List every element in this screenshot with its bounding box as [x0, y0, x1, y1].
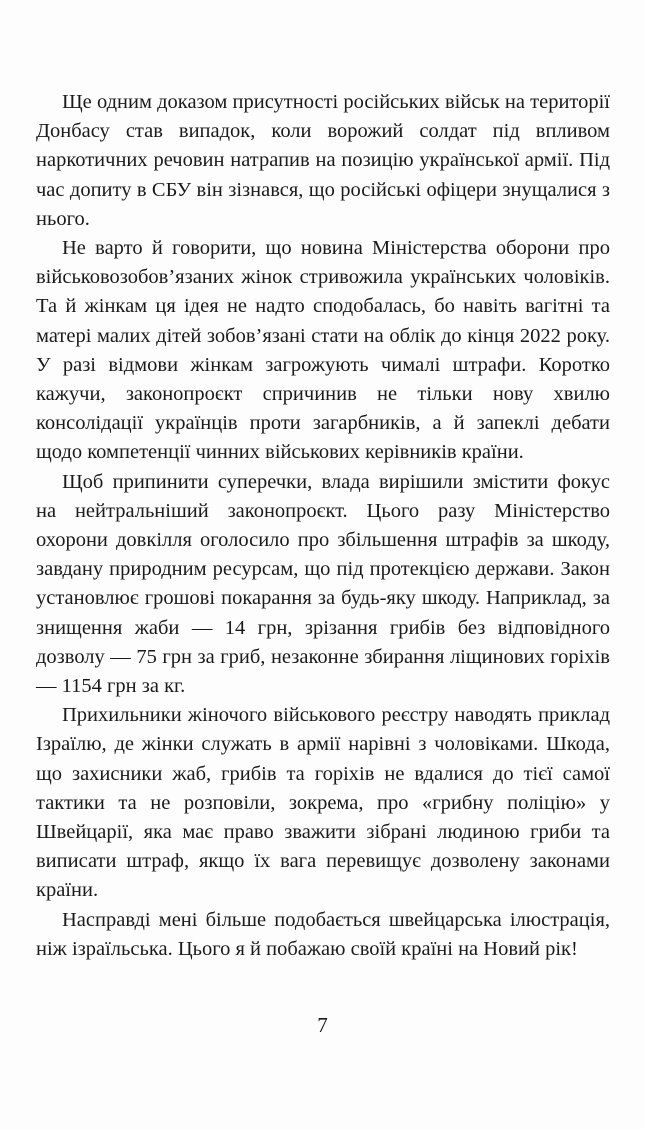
body-text — [36, 88, 610, 964]
page-number: 7 — [317, 1013, 328, 1037]
paragraph-5: Насправді мені більше подобається швейцарська ілюстрація, ніж ізраїльська. Цього я й побажаю своїй країні на Новий рік! — [36, 908, 610, 960]
paragraph-4: Прихильники жіночого військового реєстру наводять приклад Ізраїлю, де жінки служать в армії нарівні з чоловіками. Шкода, що захисники жаб, грибів та горіхів не вдалися до тієї самої тактики та не розповіли, зокрема, про «грибну поліцію» у Швейцарії, яка має право зважити зібрані людиною гриби та виписати штраф, якщо їх вага перевищує дозволену законами країни. — [36, 704, 610, 902]
paragraph-3: Щоб припинити суперечки, влада вирішили змістити фокус на нейтральніший законопроєкт. Цього разу Міністерство охорони довкілля оголосило про збільшення штрафів за шкоду, завдану природним ресурсам, що під протекцією держави. Закон установлює грошові покарання за будь-яку шкоду. Наприклад, за знищення жаби — 14 грн, зрізання грибів без відповідного дозволу — 75 грн за гриб, незаконне збирання ліщинових горіхів — 1154 грн за кг. — [36, 470, 610, 698]
paragraph-2: Не варто й говорити, що новина Міністерства оборони про військовозобов’язаних жінок стривожила українських чоловіків. Та й жінкам ця ідея не надто сподобалась, бо навіть вагітні та матері малих дітей зобов’язані стати на облік до кінця 2022 року. У разі відмови жінкам загрожують чималі штрафи. Коротко кажучи, законопроєкт спричинив не тільки нову хвилю консолідації українців проти загарбників, а й запеклі дебати щодо компетенції чинних військових керівників країни. — [36, 237, 610, 464]
paragraph-1: Ще одним доказом присутності російських військ на території Донбасу став випадок, коли ворожий солдат під впливом наркотичних речовин натрапив на позицію української армії. Під час допиту в СБУ він зізнався, що російські офіцери знущалися з нього. — [36, 91, 610, 230]
